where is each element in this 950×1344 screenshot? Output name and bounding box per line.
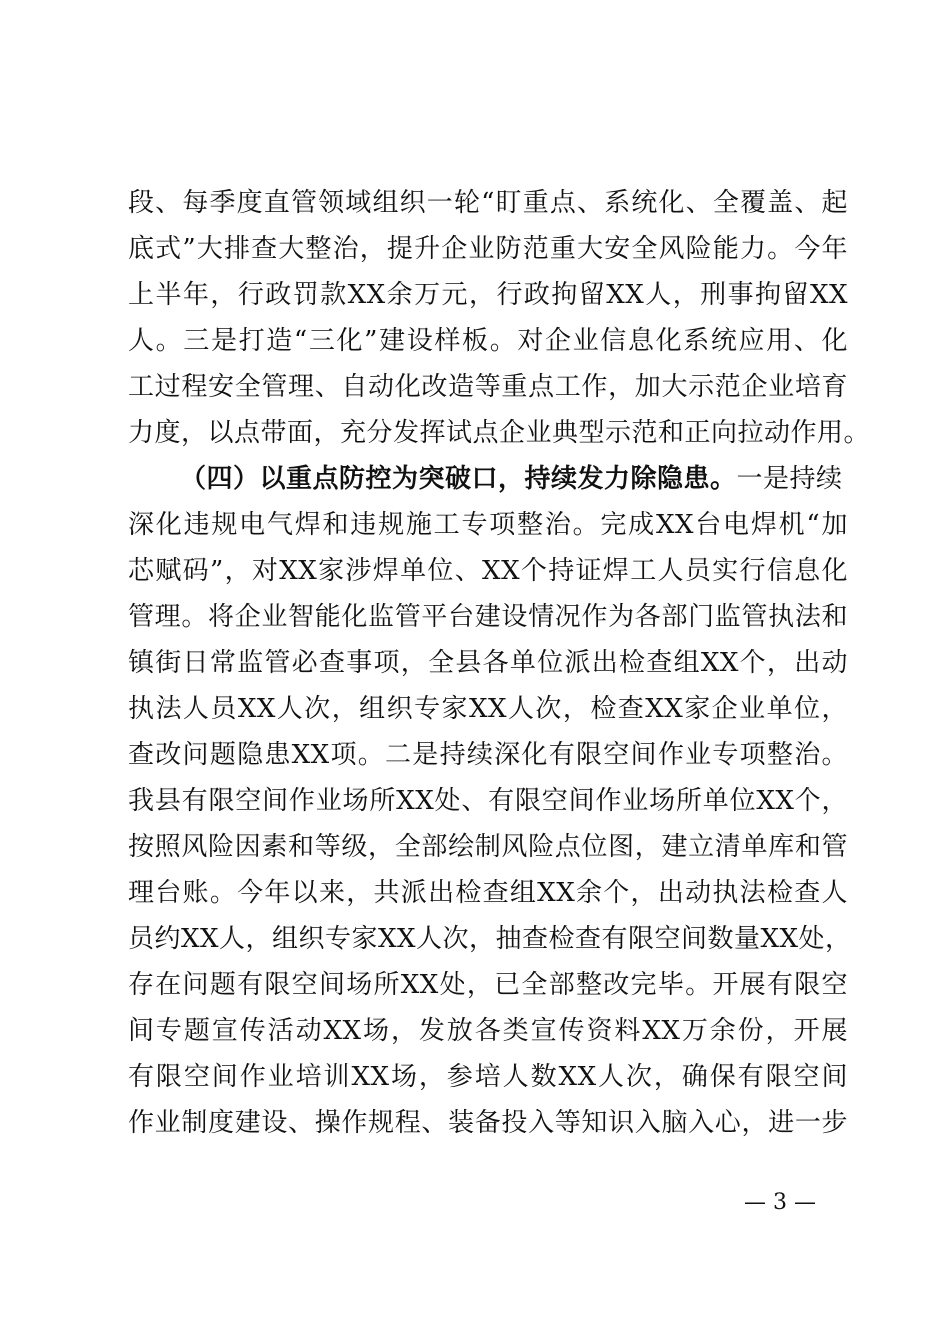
paragraph-line: 芯赋码”，对XX家涉焊单位、XX个持证焊工人员实行信息化 [128, 556, 848, 586]
paragraph-line: 人。三是打造“三化”建设样板。对企业信息化系统应用、化 [128, 326, 848, 356]
section-heading: （四）以重点防控为突破口，持续发力除隐患。 [180, 464, 737, 494]
paragraph-line: 镇街日常监管必查事项，全县各单位派出检查组XX个，出动 [128, 648, 848, 678]
paragraph-line: 存在问题有限空间场所XX处，已全部整改完毕。开展有限空 [128, 970, 848, 1000]
paragraph-line: 间专题宣传活动XX场，发放各类宣传资料XX万余份，开展 [128, 1016, 848, 1046]
paragraph-line: 作业制度建设、操作规程、装备投入等知识入脑入心，进一步 [128, 1108, 848, 1138]
paragraph-line: 有限空间作业培训XX场，参培人数XX人次，确保有限空间 [128, 1062, 848, 1092]
section-heading-line [128, 456, 848, 502]
paragraph-line: 管理。将企业智能化监管平台建设情况作为各部门监管执法和 [128, 602, 848, 632]
paragraph-line: 力度，以点带面，充分发挥试点企业典型示范和正向拉动作用。 [128, 418, 871, 448]
paragraph-line: 查改问题隐患XX项。二是持续深化有限空间作业专项整治。 [128, 740, 848, 770]
paragraph-line: 按照风险因素和等级，全部绘制风险点位图，建立清单库和管 [128, 832, 848, 862]
paragraph-line: 员约XX人，组织专家XX人次，抽查检查有限空间数量XX处， [128, 924, 852, 954]
page-number: — 3 — [744, 1190, 816, 1215]
paragraph-line: 深化违规电气焊和违规施工专项整治。完成XX台电焊机“加 [128, 510, 848, 540]
paragraph-line: 底式”大排查大整治，提升企业防范重大安全风险能力。今年 [128, 234, 848, 264]
paragraph-line: 我县有限空间作业场所XX处、有限空间作业场所单位XX个， [128, 786, 848, 816]
paragraph-line: 段、每季度直管领域组织一轮“盯重点、系统化、全覆盖、起 [128, 188, 848, 218]
paragraph-line: 工过程安全管理、自动化改造等重点工作，加大示范企业培育 [128, 372, 848, 402]
section-heading-tail: 一是持续 [736, 464, 843, 494]
document-body [128, 180, 871, 1146]
paragraph-line: 执法人员XX人次，组织专家XX人次，检查XX家企业单位， [128, 694, 848, 724]
paragraph-line: 上半年，行政罚款XX余万元，行政拘留XX人，刑事拘留XX [128, 280, 848, 310]
paragraph-line: 理台账。今年以来，共派出检查组XX余个，出动执法检查人 [128, 878, 848, 908]
